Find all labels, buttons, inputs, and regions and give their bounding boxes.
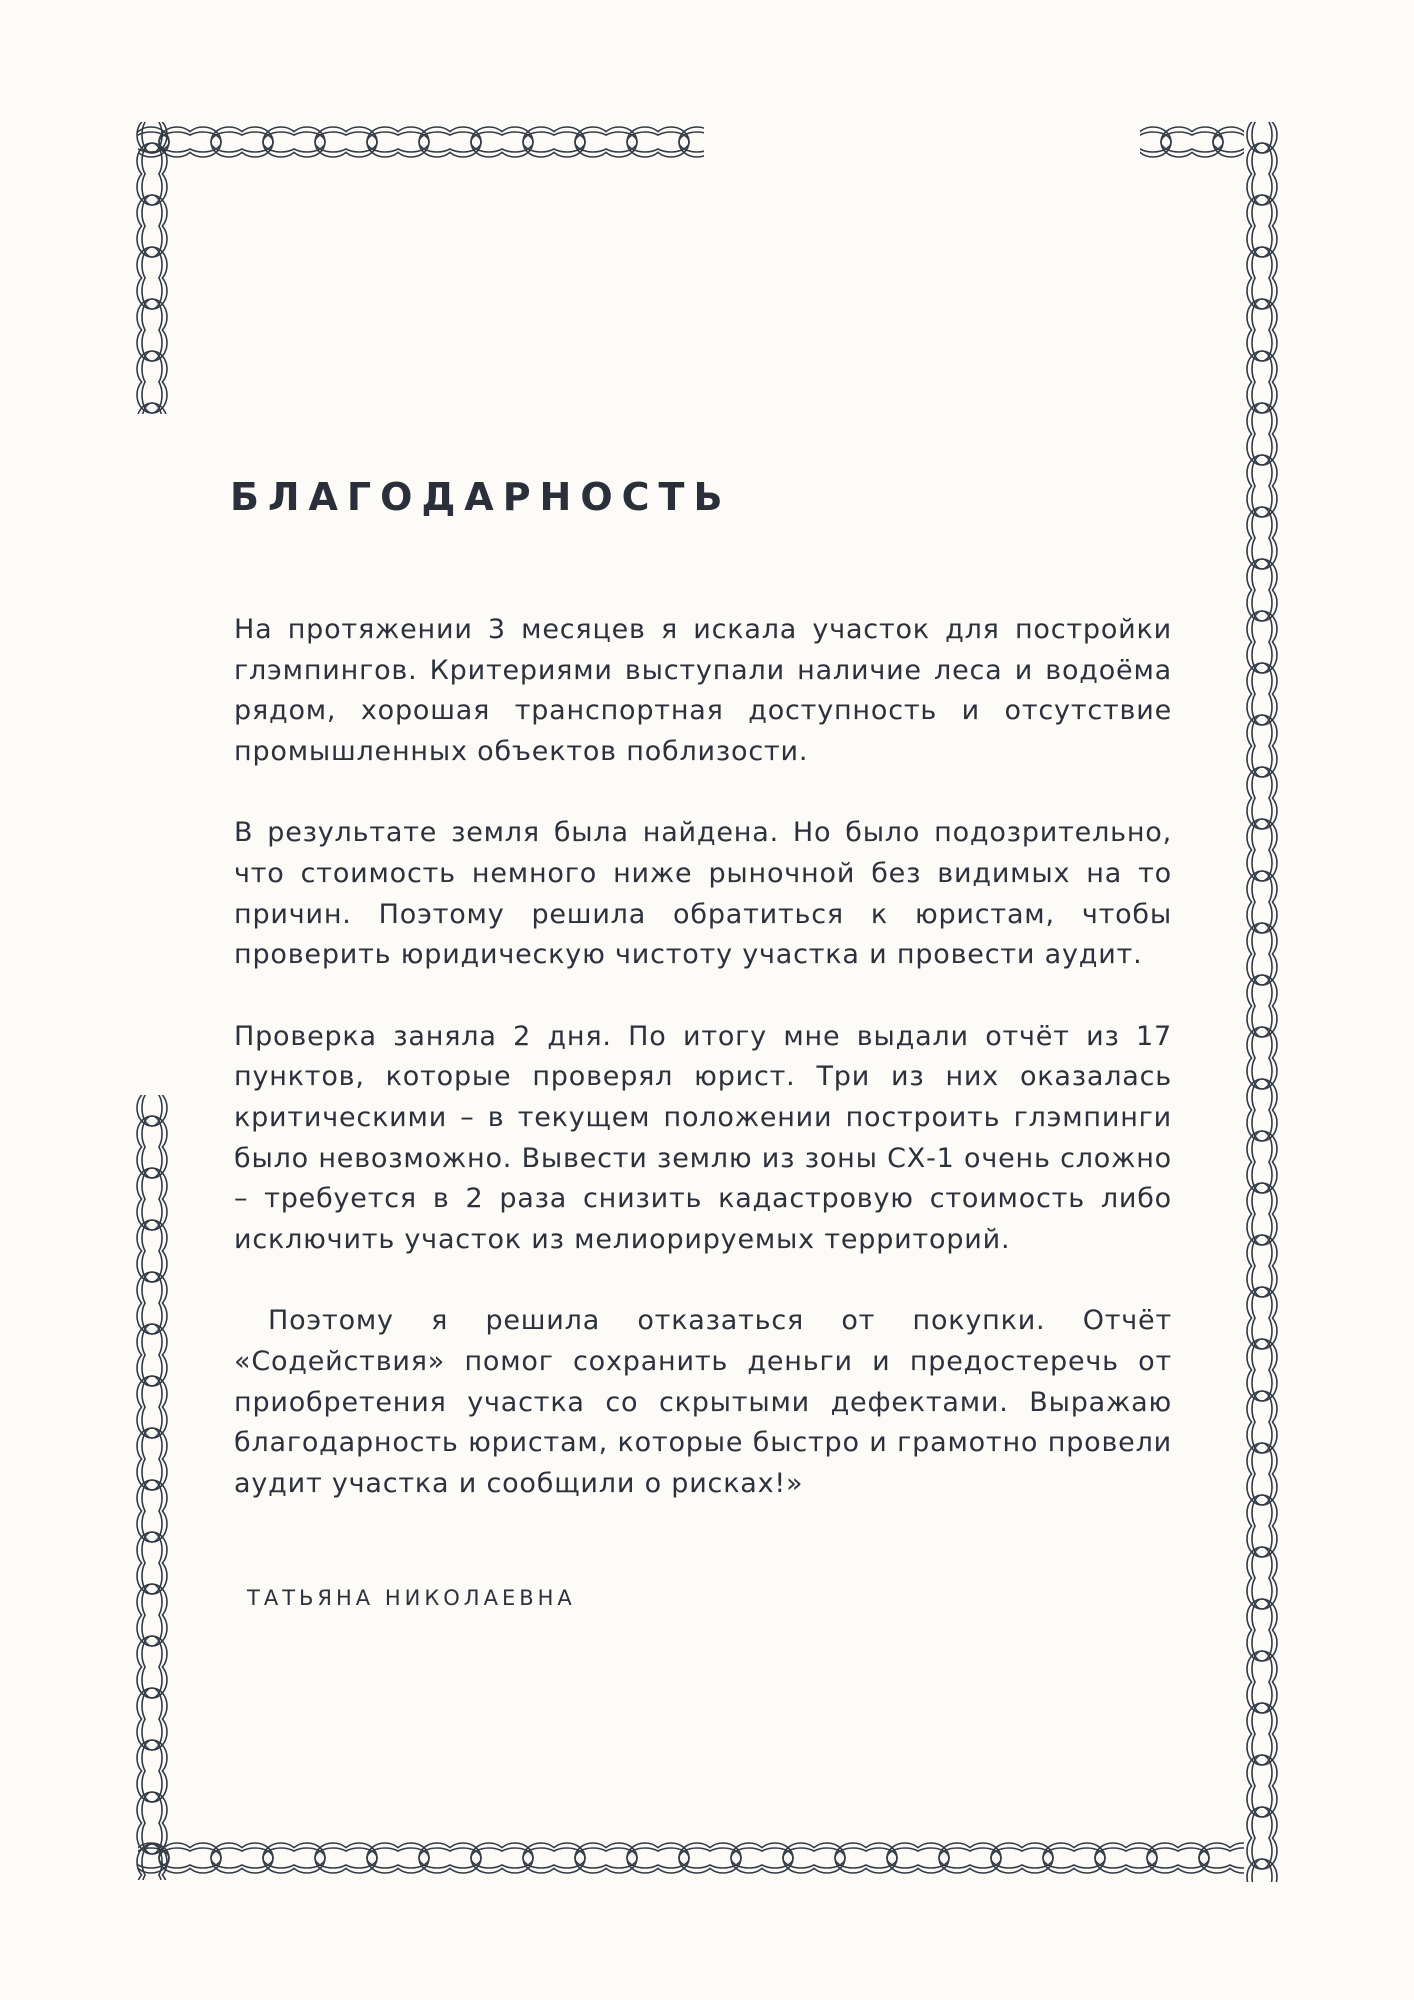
ornament-border-right xyxy=(1240,122,1284,1882)
ornament-border-left-upper xyxy=(130,122,174,414)
page-title: БЛАГОДАРНОСТЬ xyxy=(230,475,732,519)
ornament-border-top-right xyxy=(1140,120,1244,164)
ornament-border-top-left xyxy=(138,120,704,164)
ornament-border-bottom xyxy=(138,1836,1244,1880)
paragraph-3: Проверка заняла 2 дня. По итогу мне выдали отчёт из 17 пунктов, которые проверял юрист. Три из них оказалась критическими – в текущем положении построить глэмпинги было невозможно. Вывести землю из зоны СХ-1 очень сложно – требуется в 2 раза снизить кадастровую стоимость либо исключить участок из мелиорируемых территорий. xyxy=(234,1020,1172,1255)
letter-body xyxy=(234,610,1172,1545)
paragraph-1: На протяжении 3 месяцев я искала участок для постройки глэмпингов. Критериями выступали наличие леса и водоёма рядом, хорошая транспортная доступность и отсутствие промышленных объектов поблизости. xyxy=(234,614,1172,767)
paragraph-2: В результате земля была найдена. Но было подозрительно, что стоимость немного ниже рыночной без видимых на то причин. Поэтому решила обратиться к юристам, чтобы проверить юридическую чистоту участка и провести аудит. xyxy=(234,817,1172,971)
paragraph-4: Поэтому я решила отказаться от покупки. Отчёт «Содействия» помог сохранить деньги и предостеречь от приобретения участка со скрытыми дефектами. Выражаю благодарность юристам, которые быстро и грамотно провели аудит участка и сообщили о рисках!» xyxy=(234,1305,1172,1499)
signature: ТАТЬЯНА НИКОЛАЕВНА xyxy=(247,1586,576,1610)
ornament-border-left-lower xyxy=(130,1095,174,1880)
